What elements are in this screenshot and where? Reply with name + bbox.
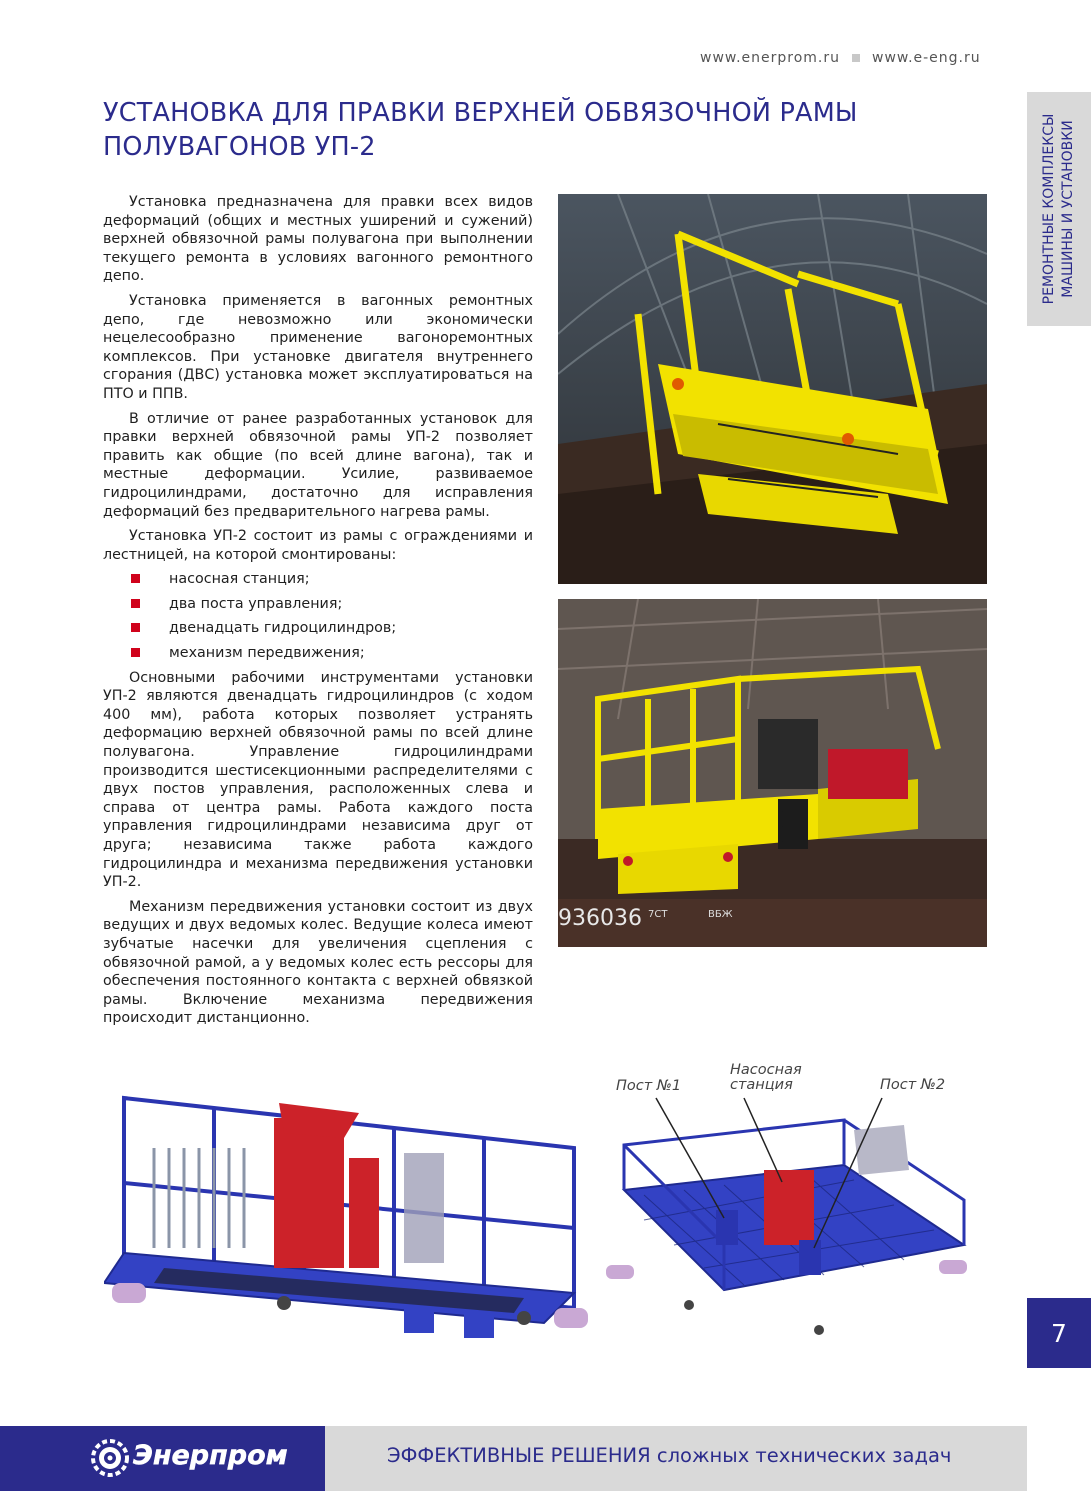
callout-post-1: Пост №1 bbox=[616, 1078, 682, 1094]
gear-logo-icon bbox=[88, 1436, 132, 1480]
car-mark-1: 7СТ bbox=[648, 909, 668, 920]
list-item: насосная станция; bbox=[103, 570, 533, 589]
title-line-2: ПОЛУВАГОНОВ УП-2 bbox=[103, 132, 376, 162]
header-links bbox=[700, 50, 1000, 66]
callout-pump-station bbox=[730, 1063, 802, 1093]
callout-pump-line-2: станция bbox=[730, 1077, 793, 1093]
list-item: механизм передвижения; bbox=[103, 644, 533, 663]
company-logo bbox=[88, 1436, 308, 1480]
photo-rig-side-view bbox=[558, 599, 987, 947]
logo-wordmark: Энерпром bbox=[133, 1440, 288, 1471]
paragraph-tools: Основными рабочими инструментами установки УП-2 являются двенадцать гидроцилиндров (с ходом 400 мм), работа которых позволяет устранять деформацию верхней обвязочной рамы по всей длине полувагона. Управление гидроцилиндрами производится шестисекционными распределителями с двух постов управления, расположенных слева и справа от центра рамы. Работа каждого поста управления гидроцилиндрами независима друг от друга; независима также работа каждого гидроцилиндра и механизма передвижения установки УП-2. bbox=[103, 669, 533, 891]
bullet-square-icon bbox=[131, 599, 140, 608]
callout-post-2: Пост №2 bbox=[880, 1077, 946, 1093]
paragraph-mechanism: Механизм передвижения установки состоит из двух ведущих и двух ведомых колес. Ведущие колеса имеют зубчатые насечки для увеличения сцепления с обвязочной рамой, а у ведомых колес есть рессоры для обеспечения постоянного контакта с верхней обвязкой рамы. Включение механизма передвижения происходит дистанционно. bbox=[103, 898, 533, 1027]
cad-drawing-rig-overview bbox=[104, 1078, 592, 1348]
slogan-rest: сложных технических задач bbox=[650, 1444, 952, 1467]
paragraph-usage: Установка применяется в вагонных ремонтных депо, где невозможно или экономически нецелесообразно применение вагоноремонтных комплексов. При установке двигателя внутреннего сгорания (ДВС) установка может эксплуатироваться на ПТО и ППВ. bbox=[103, 292, 533, 402]
car-mark-2: ВБЖ bbox=[708, 909, 733, 920]
title-line-1: УСТАНОВКА ДЛЯ ПРАВКИ ВЕРХНЕЙ ОБВЯЗОЧНОЙ РАМЫ bbox=[103, 98, 858, 128]
cad-drawing-rig-top bbox=[604, 1060, 980, 1355]
slogan-main: ЭФФЕКТИВНЫЕ РЕШЕНИЯ bbox=[387, 1444, 651, 1467]
list-item: двенадцать гидроцилиндров; bbox=[103, 619, 533, 638]
body-text bbox=[103, 193, 533, 1034]
section-tab-line-1: РЕМОНТНЫЕ КОМПЛЕКСЫ bbox=[1041, 113, 1057, 305]
bullet-square-icon bbox=[131, 648, 140, 657]
section-tab bbox=[1027, 92, 1091, 326]
page-number bbox=[1027, 1298, 1091, 1368]
paragraph-composition: Установка УП-2 состоит из рамы с ограждениями и лестницей, на которой смонтированы: bbox=[103, 528, 533, 563]
paragraph-difference: В отличие от ранее разработанных установок для правки верхней обвязочной рамы УП-2 позволяет править как общие (по всей длине вагона), так и местные деформации. Усилие, развиваемое гидроцилиндрами, достаточно для исправления деформаций без предварительного нагрева рамы. bbox=[103, 410, 533, 520]
footer-slogan bbox=[387, 1444, 951, 1467]
separator-square bbox=[852, 54, 860, 62]
section-tab-label bbox=[1040, 92, 1078, 326]
page-title bbox=[103, 96, 863, 164]
paragraph-purpose: Установка предназначена для правки всех видов деформаций (общих и местных уширений и сужений) верхней обвязочной рамы полувагона при выполнении текущего ремонта в условиях вагонного ремонтного депо. bbox=[103, 194, 533, 285]
bullet-square-icon bbox=[131, 623, 140, 632]
website-link-2[interactable]: www.e-eng.ru bbox=[872, 50, 981, 66]
car-number-text: 936036 bbox=[558, 906, 642, 931]
page-number-value: 7 bbox=[1051, 1318, 1067, 1348]
photo-rig-top-view bbox=[558, 194, 987, 584]
section-tab-line-2: МАШИНЫ И УСТАНОВКИ bbox=[1060, 120, 1076, 298]
bullet-square-icon bbox=[131, 574, 140, 583]
footer-slogan-panel bbox=[325, 1426, 1027, 1491]
website-link-1[interactable]: www.enerprom.ru bbox=[700, 50, 840, 66]
callout-pump-line-1: Насосная bbox=[730, 1062, 802, 1078]
list-item: два поста управления; bbox=[103, 595, 533, 614]
component-list bbox=[103, 570, 533, 662]
